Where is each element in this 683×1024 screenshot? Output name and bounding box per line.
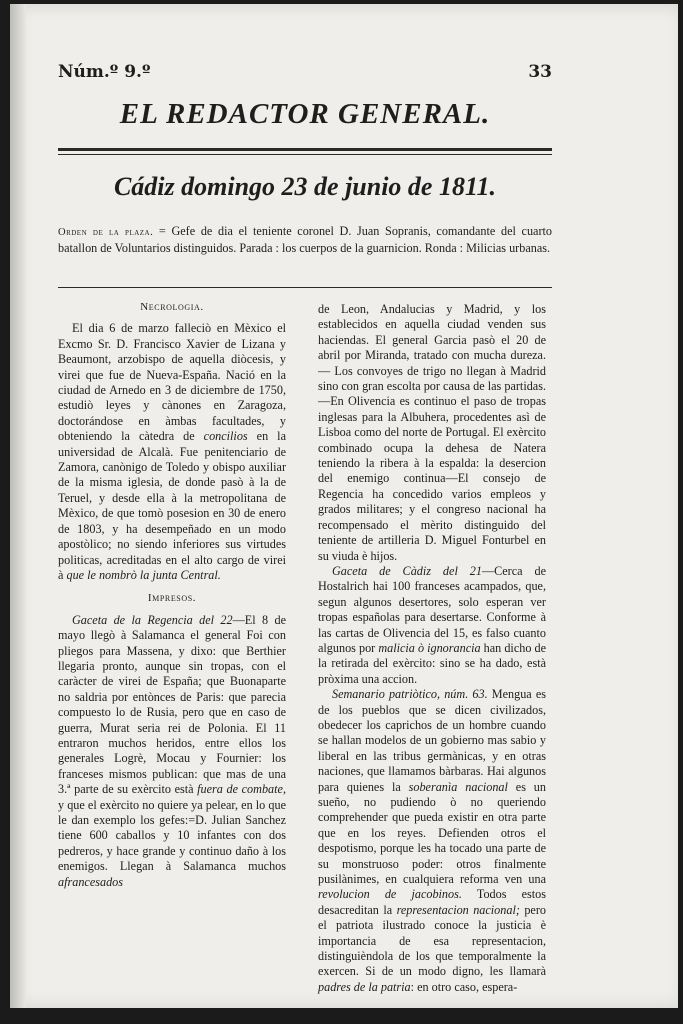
necrologia-paragraph: [58, 321, 286, 583]
gaceta-cadiz-text-b: han dicho de la retirada del exèrcito: sino se ha dado, està pròxima una accion.: [318, 640, 546, 686]
section-rule: [58, 287, 552, 288]
orden-de-la-plaza: [58, 224, 552, 256]
gaceta-regencia-text-c: de Leon, Andalucias y Madrid, y los establecidos en aquella ciudad venden sus haciendas. El general Garcia pasò el 20 de abril por Miranda, tratado con mucha dureza. — Los convoyes de trigo no llegan à Madrid sino con gran escolta por causa de las partidas.—En Olivencia es continuo el paso de tropas inglesas para la Albuhera, procedentes asì de Lisboa como del norte de Portugal. El exèrcito combinado ocupa la dehesa de Natera teniendo la ribera à la espalda: la desercion del enemigo continua—El consejo de Regencia ha concedido varios empleos y grados militares; y el congreso nacional ha recompensado el mèrito distinguido del teniente de artilleria D. Miguel Fonturbel en su viuda è hijos.: [318, 302, 546, 563]
necrologia-text-b: en la universidad de Alcalà. Fue penitenciario de Zamora, canònigo de Toledo y obispo auxiliar de la misma iglesia, de donde pasò à la de Teruel, y desde ella à la metropolitana de Mèxico, de que tomò posesion en 30 de enero de 1803, y ha desempeñado en un modo apostòlico; no siendo inferiores sus virtudes politicas, acreditadas en el alto cargo de virei à: [58, 429, 286, 582]
semanario-paragraph: [318, 687, 546, 995]
heading-necrologia: Necrologia.: [140, 301, 204, 313]
gaceta-regencia-paragraph: [58, 613, 286, 890]
newspaper-title: EL REDACTOR GENERAL.: [119, 98, 491, 130]
necrologia-em-concilios: concilios: [203, 429, 248, 444]
semanario-em-jacobinos: revolucion de jacobinos.: [318, 887, 462, 902]
gaceta-regencia-continued: [318, 302, 546, 564]
semanario-text-c: Todos estos desacreditan la: [318, 887, 546, 917]
gaceta-cadiz-paragraph: [318, 564, 546, 687]
gaceta-cadiz-em-malicia: malicia ò ignorancia: [378, 640, 481, 655]
semanario-text-b: es un sueño, no pudiendo ò no queriendo comprehender que pueda existir en otra parte que en los reyes. Defienden otros el despotismo, porque les ha tocado una parte de su monstruoso poder: otros finalmente pusilànimes, en cualquiera reforma ven una: [318, 779, 546, 887]
semanario-title: Semanario patriòtico, núm. 63.: [332, 687, 488, 702]
semanario-em-representacion: representacion nacional;: [396, 902, 520, 917]
page-gutter: [10, 4, 26, 1008]
semanario-em-soberania: soberanìa nacional: [408, 779, 508, 794]
page-header: [58, 62, 552, 86]
necrologia-em-junta: que le nombrò la junta Central.: [66, 567, 221, 582]
necrologia-text-a: El dia 6 de marzo falleciò en Mèxico el Excmo Sr. D. Francisco Xavier de Lizana y Beaumont, arzobispo de aquella diòcesis, y virei que fue de Nueva-España. Nació en la ciudad de Arnedo en 3 de diciembre de 1750, estudiò leyes y cànones en Zaragoza, doctorándose en àmbas facultades, y obteniendo la càtedra de: [58, 321, 286, 444]
title-rule-thick: [58, 148, 552, 151]
semanario-text-a: Mengua es de los pueblos que se dicen civilizados, obedecer los caprichos de un hombre cuando se hallan modelos de un gobierno mas sabio y liberal en las tribus germànicas, y en otras naciones, que llamamos bàrbaras. Hai algunos para quienes la: [318, 687, 546, 794]
issue-number: Núm.º 9.º: [58, 62, 151, 82]
column-left: [58, 298, 286, 890]
orden-label: Orden de la plaza.: [58, 227, 154, 238]
gaceta-cadiz-title: Gaceta de Càdiz del 21: [332, 563, 482, 578]
gaceta-regencia-em-afrancesados: afrancesados: [58, 874, 123, 889]
column-right: [318, 302, 546, 995]
dateline: Cádiz domingo 23 de junio de 1811.: [113, 172, 497, 201]
gaceta-cadiz-text-a: —Cerca de Hostalrich hai 100 franceses acampados, que, segun algunos desertores, solo esperan ver tropas españolas para desertarse. Conforme à las cartas de Olivencia del 15, es falso cuanto algunos por: [318, 563, 546, 655]
page-number: 33: [528, 62, 552, 82]
gaceta-regencia-em-combate: fuera de combate: [197, 782, 283, 797]
gaceta-regencia-title: Gaceta de la Regencia del 22: [72, 612, 233, 627]
gaceta-regencia-text-b: , y que el exèrcito no quiere ya pelear, en lo que le dan exemplo los gefes:=D. Julian Sanchez tiene 600 caballos y 10 infantes con dos pedreros, y hace grande y continuo daño à los enemigos. Llegan à Salamanca muchos: [58, 782, 286, 874]
heading-impresos: Impresos.: [147, 592, 197, 605]
gaceta-regencia-text-a: —El 8 de mayo llegò à Salamanca el general Foi con pliegos para Massena, y dixo: que Berthier llegaria pronto, aunque sin tropas, con el caràcter de virei de España; que Buonaparte no saldria por entònces de Paris: que parecia compuesto lo de Rusia, pero que en caso de guerra, Murat seria rei de Polonia. El 11 entraron muchos heridos, entre ellos los generales Logrè, Mocau y Fournier: los franceses mismos publican: que mas de una 3.ª parte de su exèrcito està: [58, 612, 287, 797]
title-rule-thin: [58, 154, 552, 155]
orden-text: = Gefe de dia el teniente coronel D. Juan Sopranis, comandante del cuarto batallon de Voluntarios distinguidos. Parada : los cuerpos de la guarnicion. Ronda : Milicias urbanas.: [58, 224, 553, 255]
semanario-text-e: : en otro caso, espera-: [410, 979, 518, 994]
semanario-text-d: pero el patriota ilustrado conoce la justicia è importancia de esa representacion, distinguièndola de los que temporalmente la exercen. Si de un modo digno, les llamarà: [318, 902, 546, 979]
semanario-em-padres: padres de la patria: [318, 979, 411, 994]
